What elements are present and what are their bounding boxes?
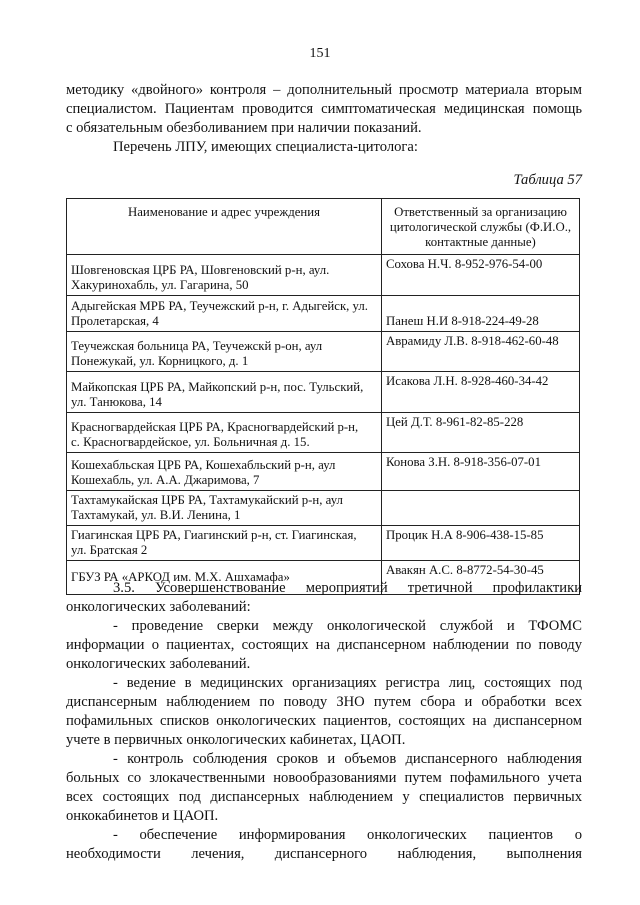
institution-line: Кошехабль, ул. А.А. Джаримова, 7: [71, 473, 260, 487]
contact-cell: Цей Д.Т. 8-961-82-85-228: [382, 413, 580, 453]
contact-cell: Процик Н.А 8-906-438-15-85: [382, 526, 580, 561]
table-row: [67, 332, 580, 372]
contact-cell: Исакова Л.Н. 8-928-460-34-42: [382, 372, 580, 413]
contact-cell: Сохова Н.Ч. 8-952-976-54-00: [382, 255, 580, 296]
intro-line: методику «двойного» контроля – дополнительный просмотр материала вторым: [66, 82, 582, 98]
section-line: 3.5. Усовершенствование мероприятий третичной профилактики: [113, 580, 582, 596]
institution-line: Кошехабльская ЦРБ РА, Кошехабльский р-н, аул: [71, 458, 336, 472]
institutions-table: [66, 198, 580, 595]
bullet-line: необходимости лечения, диспансерного наблюдения, выполнения: [66, 846, 582, 862]
bullet-line: онкологических заболеваний.: [66, 656, 251, 672]
contact-cell: [382, 491, 580, 526]
bullet-line: - контроль соблюдения сроков и объемов диспансерного наблюдения: [113, 751, 582, 767]
table-header-row: [67, 199, 580, 255]
institution-line: Теучежская больница РА, Теучежскй р-он, аул: [71, 339, 323, 353]
table-row: [67, 491, 580, 526]
bullet-line: больных со злокачественными новообразованиями путем пофамильного учета: [66, 770, 582, 786]
contact-cell: Авакян А.С. 8-8772-54-30-45: [382, 561, 580, 595]
section-3-5: [66, 579, 582, 617]
bullet-item: [66, 750, 582, 826]
institution-line: с. Красногвардейское, ул. Больничная д. 15.: [71, 435, 310, 449]
bullet-line: - обеспечение информирования онкологических пациентов о: [113, 827, 582, 843]
bullet-item: [66, 674, 582, 750]
list-intro: Перечень ЛПУ, имеющих специалиста-цитолога:: [113, 139, 418, 155]
bullet-item: [66, 617, 582, 674]
bullet-item: [66, 826, 582, 864]
institution-line: Тахтамукайская ЦРБ РА, Тахтамукайский р-н, аул: [71, 493, 343, 507]
institution-cell: [67, 491, 382, 526]
institution-line: Шовгеновская ЦРБ РА, Шовгеновский р-н, аул.: [71, 263, 330, 277]
intro-paragraph: [66, 81, 582, 138]
table-row: [67, 453, 580, 491]
institution-line: ул. Братская 2: [71, 543, 148, 557]
institution-line: Тахтамукай, ул. В.И. Ленина, 1: [71, 508, 241, 522]
institution-line: Гиагинская ЦРБ РА, Гиагинский р-н, ст. Гиагинская,: [71, 528, 357, 542]
intro-line: специалистом. Пациентам проводится симптоматическая медицинская помощь: [66, 101, 582, 117]
institution-cell: [67, 526, 382, 561]
institution-cell: [67, 453, 382, 491]
table-caption: Таблица 57: [513, 172, 582, 188]
bullet-line: информации о пациентах, состоящих на диспансерном наблюдении по поводу: [66, 637, 582, 653]
contact-cell: Аврамиду Л.В. 8-918-462-60-48: [382, 332, 580, 372]
bullet-line: учете в первичных онкологических кабинетах, ЦАОП.: [66, 732, 406, 748]
intro-line: с обязательным обезболиванием при наличии показаний.: [66, 120, 422, 136]
institution-cell: [67, 296, 382, 332]
header-responsible: Ответственный за организацию цитологической службы (Ф.И.О., контактные данные): [382, 199, 580, 255]
bullet-line: онкокабинетов и ЦАОП.: [66, 808, 219, 824]
institution-line: Майкопская ЦРБ РА, Майкопский р-н, пос. Тульский,: [71, 380, 364, 394]
bullet-line: всех состоящих под диспансерных наблюдением у специалистов первичных: [66, 789, 582, 805]
page-number: 151: [309, 46, 331, 61]
table-row: [67, 413, 580, 453]
institution-line: Красногвардейская ЦРБ РА, Красногвардейский р-н,: [71, 420, 359, 434]
institution-line: Хакуринохабль, ул. Гагарина, 50: [71, 278, 249, 292]
bullet-line: - проведение сверки между онкологической службой и ТФОМС: [113, 618, 582, 634]
bullet-line: - ведение в медицинских организациях регистра лиц, состоящих под: [113, 675, 582, 691]
institution-line: ул. Танюкова, 14: [71, 395, 162, 409]
table-row: [67, 255, 580, 296]
institution-cell: [67, 255, 382, 296]
institution-line: Пролетарская, 4: [71, 314, 159, 328]
header-institution: Наименование и адрес учреждения: [67, 199, 382, 255]
institution-line: Адыгейская МРБ РА, Теучежский р-н, г. Адыгейск, ул.: [71, 299, 368, 313]
section-line: онкологических заболеваний:: [66, 599, 251, 615]
institution-line: ГБУЗ РА «АРКОД им. М.Х. Ашхамафа»: [71, 570, 290, 584]
table-row: [67, 526, 580, 561]
bullet-line: пофамильных списков онкологических пациентов, состоящих на диспансерном: [66, 713, 582, 729]
contact-cell: Конова З.Н. 8-918-356-07-01: [382, 453, 580, 491]
table-row: [67, 372, 580, 413]
institution-cell: [67, 372, 382, 413]
institution-cell: [67, 413, 382, 453]
contact-cell: Панеш Н.И 8-918-224-49-28: [382, 296, 580, 332]
institution-cell: [67, 332, 382, 372]
institution-line: Понежукай, ул. Корницкого, д. 1: [71, 354, 249, 368]
bullet-line: диспансерным наблюдением по поводу ЗНО путем сбора и обработки всех: [66, 694, 582, 710]
table-row: [67, 296, 580, 332]
